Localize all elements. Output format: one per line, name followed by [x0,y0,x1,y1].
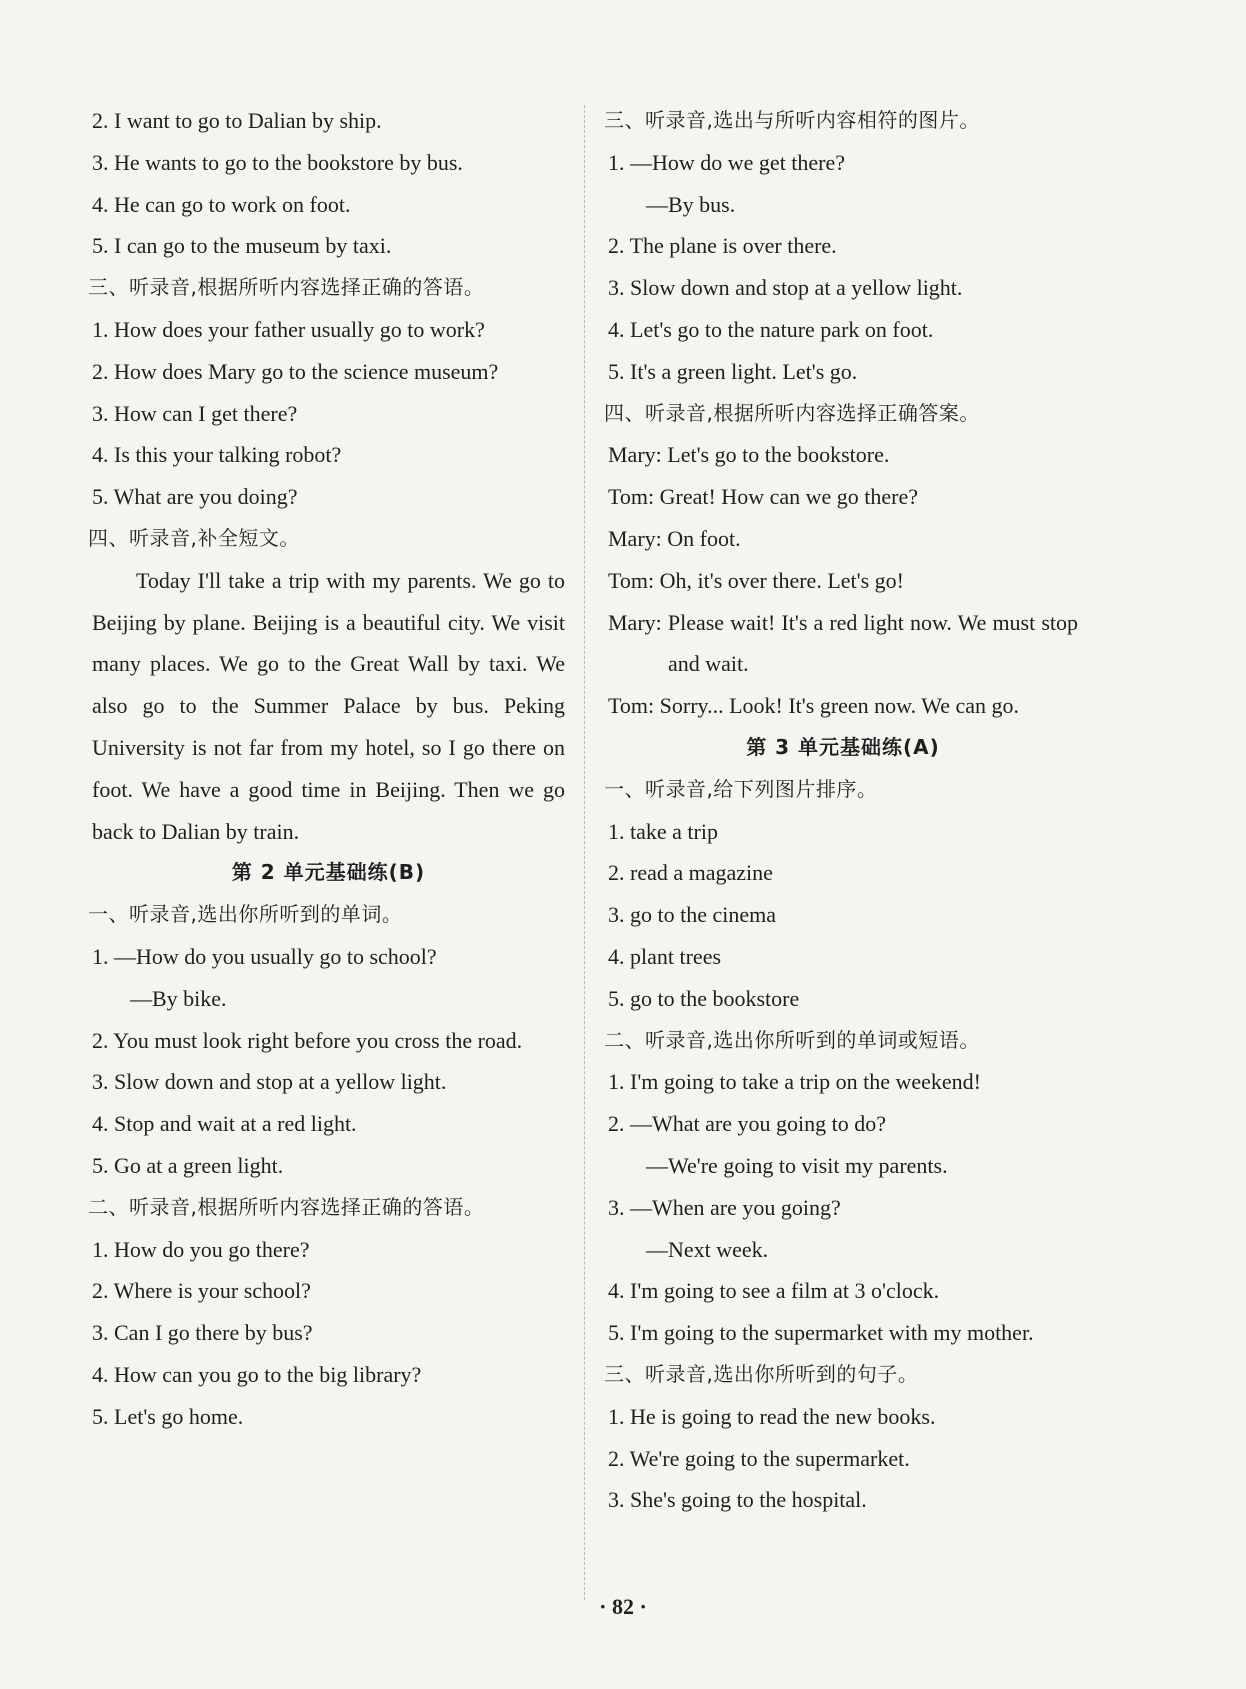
list-item: —By bus. [646,191,736,217]
section-heading: 四、听录音,补全短文。 [88,525,300,550]
section-heading: 三、听录音,选出与所听内容相符的图片。 [604,108,980,132]
dialogue-line: Tom: Oh, it's over there. Let's go! [608,567,904,593]
list-item: 4. He can go to work on foot. [92,191,351,217]
unit-title: 第 2 单元基础练(B) [231,860,426,885]
passage-text: Today I'll take a trip with my parents. We go to Beijing by plane. Beijing is a beautiful city. We visit many places. We go to the Great Wall by taxi. We also go to the Summer Palace by bus. Peking University is not far from my hotel, so I go there on foot. We have a good time in Beijing. Then we go back to Dalian by train. [92,567,565,844]
list-item: 2. —What are you going to do? [608,1111,886,1137]
list-item: 4. Stop and wait at a red light. [92,1111,357,1137]
list-item: 2. Where is your school? [92,1278,311,1304]
list-item: 5. Go at a green light. [92,1152,284,1178]
list-item: 4. I'm going to see a film at 3 o'clock. [608,1278,940,1304]
list-item: 5. I can go to the museum by taxi. [92,233,392,259]
list-item: 2. You must look right before you cross the road. [92,1027,523,1053]
dialogue-line: Tom: Sorry... Look! It's green now. We can go. [608,693,1020,719]
list-item: 1. —How do you usually go to school? [92,943,437,969]
list-item: 3. Slow down and stop at a yellow light. [608,275,963,301]
list-item: 3. Can I go there by bus? [92,1320,313,1346]
dialogue-line: Mary: Please wait! It's a red light now. We must stop and wait. [608,609,1078,677]
left-column [88,100,565,1438]
list-item: 1. I'm going to take a trip on the weekend! [608,1069,981,1095]
list-item: 3. He wants to go to the bookstore by bus. [92,149,463,175]
section-heading: 二、听录音,选出你所听到的单词或短语。 [604,1027,980,1052]
list-item: 4. Let's go to the nature park on foot. [608,316,934,342]
section-heading: 四、听录音,根据所听内容选择正确答案。 [604,400,980,425]
right-column [604,100,1078,1521]
list-item: 2. read a magazine [608,860,773,886]
list-item: 3. —When are you going? [608,1194,841,1220]
section-heading: 一、听录音,给下列图片排序。 [604,776,878,801]
list-item: 5. I'm going to the supermarket with my mother. [608,1320,1034,1346]
list-item: —Next week. [646,1236,769,1262]
list-item: 5. go to the bookstore [608,985,800,1011]
list-item: 3. Slow down and stop at a yellow light. [92,1069,447,1095]
list-item: 5. Let's go home. [92,1403,244,1429]
list-item: 3. She's going to the hospital. [608,1487,867,1513]
list-item: 1. take a trip [608,818,718,844]
list-item: 2. I want to go to Dalian by ship. [92,108,382,133]
list-item: 4. plant trees [608,943,722,969]
unit-title: 第 3 单元基础练(A) [746,734,940,759]
list-item: 5. It's a green light. Let's go. [608,358,858,384]
page-number: · 82 · [599,1594,647,1619]
list-item: 1. He is going to read the new books. [608,1403,936,1429]
list-item: 1. —How do we get there? [608,149,846,175]
section-heading: 三、听录音,根据所听内容选择正确的答语。 [88,275,485,300]
dialogue-line: Tom: Great! How can we go there? [608,484,918,510]
section-heading: 一、听录音,选出你所听到的单词。 [88,902,403,927]
list-item: 4. How can you go to the big library? [92,1361,422,1387]
list-item: 5. What are you doing? [92,484,298,510]
list-item: 2. The plane is over there. [608,233,837,259]
list-item: 2. We're going to the supermarket. [608,1445,910,1471]
list-item: —By bike. [130,985,227,1011]
list-item: 3. How can I get there? [92,400,298,426]
dialogue-line: Mary: On foot. [608,525,741,551]
list-item: —We're going to visit my parents. [646,1152,948,1178]
section-heading: 三、听录音,选出你所听到的句子。 [604,1361,919,1386]
list-item: 4. Is this your talking robot? [92,442,342,468]
section-heading: 二、听录音,根据所听内容选择正确的答语。 [88,1194,485,1219]
list-item: 1. How do you go there? [92,1236,310,1262]
list-item: 1. How does your father usually go to work? [92,316,485,342]
list-item: 2. How does Mary go to the science museum? [92,358,499,384]
column-divider [584,105,585,1600]
dialogue-line: Mary: Let's go to the bookstore. [608,442,890,468]
list-item: 3. go to the cinema [608,902,777,928]
